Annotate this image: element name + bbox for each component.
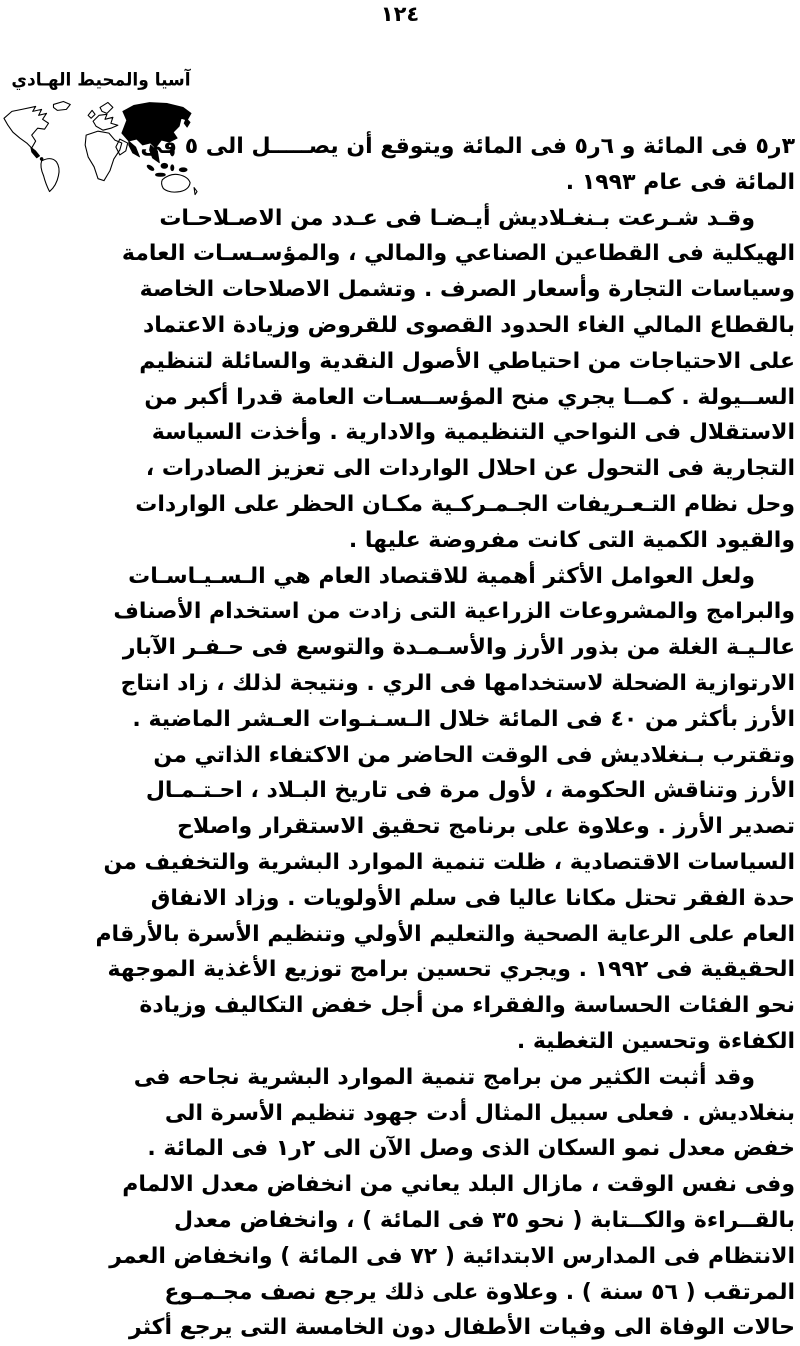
text-line: خفض معدل نمو السكان الذى وصل الآن الى ٢ر١ فى المائة . <box>147 1136 795 1162</box>
text-line: نحو الفئات الحساسة والفقراء من أجل خفض التكاليف وزيادة <box>139 993 795 1019</box>
text-line: بنغلاديش . فعلى سبيل المثال أدت جهود تنظيم الأسرة الى <box>164 1100 795 1126</box>
text-line: العام على الرعاية الصحية والتعليم الأولي وتنظيم الأسرة بالأرقام <box>95 921 795 947</box>
text-line: الســيولة . كمــا يجري منح المؤســسـات العامة قدرا أكبر من <box>144 384 795 410</box>
text-line: الأرز وتناقش الحكومة ، لأول مرة فى تاريخ البـلاد ، احـتـمـال <box>145 778 795 804</box>
text-line: التجارية فى التحول عن احلال الواردات الى تعزيز الصادرات ، <box>145 456 795 482</box>
text-line: حالات الوفاة الى وفيات الأطفال دون الخامسة التى يرجع أكثر <box>129 1315 795 1341</box>
text-line: بالقطاع المالي الغاء الحدود القصوى للقروض وزيادة الاعتماد <box>142 312 795 338</box>
text-line: وقد أثبت الكثير من برامج تنمية الموارد البشرية نجاحه فى <box>133 1064 755 1090</box>
text-line: وتقترب بـنغلاديش فى الوقت الحاضر من الاكتفاء الذاتي من <box>153 742 795 768</box>
text-line: وقـد شـرعت بـنغـلاديش أيـضـا فى عـدد من الاصـلاحـات <box>159 205 755 231</box>
text-line: الهيكلية فى القطاعين الصناعي والمالي ، والمؤسـسـات العامة <box>121 241 795 267</box>
text-line: بالقــراءة والكــتابة ( نحو ٣٥ فى المائة ) ، وانخفاض معدل <box>173 1207 795 1233</box>
text-line: الارتوازية الضحلة لاستخدامها فى الري . ونتيجة لذلك ، زاد انتاج <box>120 670 795 696</box>
page-number: ١٢٤ <box>380 2 420 26</box>
text-line: وحل نظام التـعـريفات الجـمـركـية مكـان الحظر على الواردات <box>135 491 795 517</box>
text-line: المائة فى عام ١٩٩٣ . <box>565 169 795 195</box>
text-line: على الاحتياجات من احتياطي الأصول النقدية والسائلة لتنظيم <box>139 348 795 374</box>
text-line: حدة الفقر تحتل مكانا عاليا فى سلم الأولويات . وزاد الانفاق <box>150 885 795 911</box>
text-line: عالـيـة الغلة من بذور الأرز والأسـمـدة والتوسع فى حـفـر الآبار <box>122 635 795 661</box>
article-body <box>95 129 795 1346</box>
text-line: الكفاءة وتحسين التغطية . <box>516 1028 795 1054</box>
text-line: وسياسات التجارة وأسعار الصرف . وتشمل الاصلاحات الخاصة <box>139 277 795 303</box>
text-line: الأرز بأكثر من ٤٠ فى المائة خلال الـسـنـوات العـشر الماضية . <box>132 706 795 732</box>
text-line: والقيود الكمية التى كانت مفروضة عليها . <box>348 527 795 553</box>
text-line: تصدير الأرز . وعلاوة على برنامج تحقيق الاستقرار واصلاح <box>177 814 795 840</box>
text-line: والبرامج والمشروعات الزراعية التى زادت من استخدام الأصناف <box>113 599 795 625</box>
text-line: السياسات الاقتصادية ، ظلت تنمية الموارد البشرية والتخفيف من <box>103 849 795 875</box>
text-line: الحقيقية فى ١٩٩٢ . ويجري تحسين برامج توزيع الأغذية الموجهة <box>107 957 795 983</box>
region-title: آسيا والمحيط الهـادي <box>11 69 191 91</box>
text-line: الانتظام فى المدارس الابتدائية ( ٧٢ فى المائة ) وانخفاض العمر <box>109 1243 795 1269</box>
text-line: وفى نفس الوقت ، مازال البلد يعاني من انخفاض معدل الالمام <box>122 1172 795 1198</box>
text-line: ولعل العوامل الأكثر أهمية للاقتصاد العام هي الـسـيـاسـات <box>128 563 755 589</box>
text-line: المرتقب ( ٥٦ سنة ) . وعلاوة على ذلك يرجع نصف مجـمـوع <box>164 1279 795 1305</box>
text-line: ٣ر٥ فى المائة و ٦ر٥ فى المائة ويتوقع أن يصـــــل الى ٥ فى <box>140 134 795 159</box>
text-line: الاستقلال فى النواحي التنظيمية والادارية . وأخذت السياسة <box>151 420 795 446</box>
